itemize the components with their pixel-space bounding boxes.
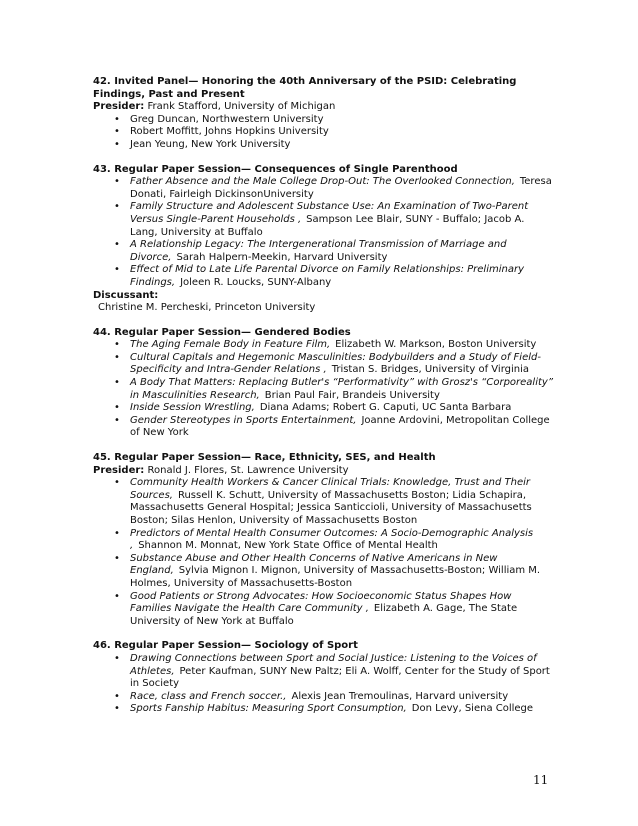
paper-title: The Aging Female Body in Feature Film,	[130, 339, 331, 351]
list-item	[93, 415, 553, 440]
list-item	[93, 264, 553, 289]
list-item	[93, 339, 553, 352]
session-45	[93, 452, 553, 628]
author: Teresa Donati, Fairleigh DickinsonUniversity	[130, 176, 552, 200]
session-44	[93, 327, 553, 440]
list-item	[93, 176, 553, 201]
paper-title: A Body That Matters: Replacing Butler's “Performativity” with Grosz's “Corporeality” in Masculinities Research,	[130, 377, 554, 401]
author: Shannon M. Monnat, New York State Office of Mental Health	[138, 540, 438, 552]
page-number: 11	[533, 773, 549, 787]
list-item	[93, 591, 553, 629]
session-title: 45. Regular Paper Session— Race, Ethnicity, SES, and Health	[93, 452, 436, 464]
presider-line	[93, 465, 553, 478]
participant-list	[93, 114, 553, 152]
presider-label: Presider:	[93, 101, 145, 113]
author: Joleen R. Loucks, SUNY-Albany	[180, 276, 332, 288]
list-item	[93, 653, 553, 691]
paper-title: Drawing Connections between Sport and Social Justice: Listening to the Voices of Athletes,	[130, 652, 537, 677]
paper-title: A Relationship Legacy: The Intergenerational Transmission of Marriage and Divorce,	[130, 239, 507, 263]
paper-list	[93, 477, 553, 628]
author: Greg Duncan, Northwestern University	[130, 113, 324, 125]
paper-list	[93, 176, 553, 289]
list-item	[93, 402, 553, 415]
list-item	[93, 553, 553, 591]
paper-title: Community Health Workers & Cancer Clinical Trials: Knowledge, Trust and Their Sources,	[130, 477, 531, 501]
author: Sylvia Mignon I. Mignon, University of Massachusetts-Boston; William M. Holmes, University of Massachusetts-Boston	[130, 565, 541, 589]
paper-title: Sports Fanship Habitus: Measuring Sport Consumption,	[130, 703, 407, 715]
author: Diana Adams; Robert G. Caputi, UC Santa Barbara	[259, 402, 512, 414]
author: Brian Paul Fair, Brandeis University	[264, 389, 440, 401]
session-46	[93, 640, 553, 716]
paper-title: Father Absence and the Male College Drop-Out: The Overlooked Connection,	[130, 176, 515, 188]
session-43	[93, 164, 553, 315]
list-item	[93, 126, 553, 139]
session-title: 42. Invited Panel— Honoring the 40th Anniversary of the PSID: Celebrating Findings, Past and Present	[93, 76, 517, 100]
list-item	[93, 114, 553, 127]
paper-title: Substance Abuse and Other Health Concerns of Native Americans in New England,	[130, 552, 498, 577]
program-page	[93, 76, 553, 728]
paper-title: Effect of Mid to Late Life Parental Divorce on Family Relationships: Preliminary Findings,	[130, 264, 524, 288]
list-item	[93, 477, 553, 527]
author: Don Levy, Siena College	[411, 703, 534, 715]
session-title: 46. Regular Paper Session— Sociology of Sport	[93, 640, 358, 652]
author: Tristan S. Bridges, University of Virginia	[331, 364, 530, 376]
paper-title: Cultural Capitals and Hegemonic Masculinities: Bodybuilders and a Study of Field-Specificity and Intra-Gender Relations ,	[130, 351, 541, 376]
list-item	[93, 201, 553, 239]
session-title: 43. Regular Paper Session— Consequences of Single Parenthood	[93, 163, 458, 175]
paper-title: Inside Session Wrestling,	[130, 402, 255, 414]
author: Sampson Lee Blair, SUNY - Buffalo; Jacob A. Lang, University at Buffalo	[130, 213, 525, 238]
session-title: 44. Regular Paper Session— Gendered Bodies	[93, 326, 351, 338]
author: Joanne Ardovini, Metropolitan College of New York	[130, 414, 550, 439]
presider-line	[93, 101, 553, 114]
author: Russell K. Schutt, University of Massachusetts Boston; Lidia Schapira, Massachusetts General Hospital; Jessica Santiccioli, University of Massachusetts Boston; Silas Henlon, University of Massachusetts Boston	[130, 489, 532, 526]
paper-list	[93, 339, 553, 440]
author: Jean Yeung, New York University	[130, 138, 291, 150]
discussant-label: Discussant:	[93, 289, 159, 301]
author: Robert Moffitt, Johns Hopkins University	[130, 126, 329, 138]
list-item	[93, 377, 553, 402]
paper-list	[93, 653, 553, 716]
session-42	[93, 76, 553, 152]
author: Elizabeth A. Gage, The State University of New York at Buffalo	[130, 603, 518, 627]
paper-title: Good Patients or Strong Advocates: How Socioeconomic Status Shapes How Families Navigate the Health Care Community ,	[130, 590, 512, 615]
list-item	[93, 528, 553, 553]
presider-name: Ronald J. Flores, St. Lawrence University	[147, 464, 349, 476]
list-item	[93, 139, 553, 152]
author: Sarah Halpern-Meekin, Harvard University	[176, 251, 388, 263]
paper-title: Race, class and French soccer.,	[130, 690, 287, 702]
author: Alexis Jean Tremoulinas, Harvard university	[291, 690, 509, 702]
presider-name: Frank Stafford, University of Michigan	[147, 101, 336, 113]
presider-label: Presider:	[93, 464, 145, 476]
list-item	[93, 703, 553, 716]
list-item	[93, 691, 553, 704]
author: Peter Kaufman, SUNY New Paltz; Eli A. Wolff, Center for the Study of Sport in Society	[130, 665, 550, 690]
paper-title: Predictors of Mental Health Consumer Outcomes: A Socio-Demographic Analysis ,	[130, 527, 534, 552]
list-item	[93, 352, 553, 377]
paper-title: Gender Stereotypes in Sports Entertainment,	[130, 414, 357, 426]
discussant-name: Christine M. Percheski, Princeton University	[98, 302, 316, 314]
paper-title: Family Structure and Adolescent Substance Use: An Examination of Two-Parent Versus Single-Parent Households ,	[130, 201, 529, 225]
list-item	[93, 239, 553, 264]
author: Elizabeth W. Markson, Boston University	[335, 339, 537, 351]
